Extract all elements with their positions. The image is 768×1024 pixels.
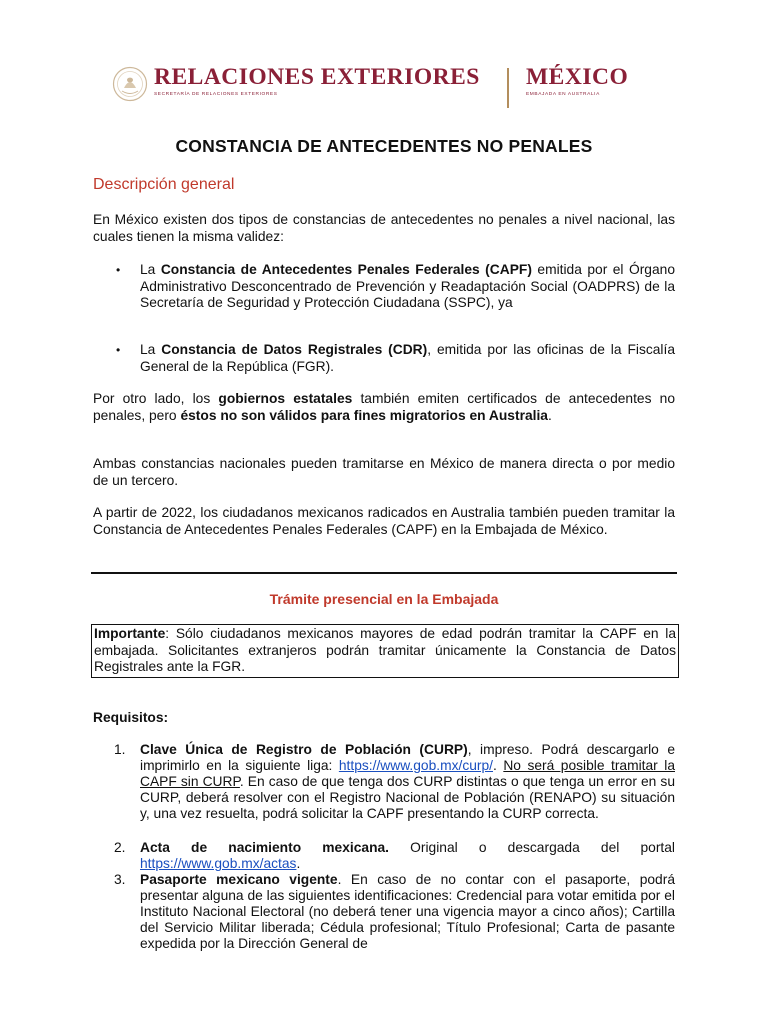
important-notice-box bbox=[91, 624, 679, 678]
embassy-paragraph: A partir de 2022, los ciudadanos mexicanos radicados en Australia también pueden tramitar la Constancia de Antecedentes Penales Federales (CAPF) en la Embajada de México. bbox=[93, 505, 675, 537]
list-item: 2. Acta de nacimiento mexicana. Original o descargada del portal https://www.gob.mx/actas. bbox=[114, 840, 675, 871]
list-number: 2. bbox=[114, 840, 126, 855]
notice-text: : Sólo ciudadanos mexicanos mayores de edad podrán tramitar la CAPF en la embajada. Solicitantes extranjeros podrán tramitar únicamente la Constancia de Datos Registrales ante la FGR. bbox=[94, 626, 676, 675]
list-item: • La Constancia de Datos Registrales (CDR), emitida por las oficinas de la Fiscalía General de la República (FGR). bbox=[116, 342, 675, 374]
brand-subtitle: SECRETARÍA DE RELACIONES EXTERIORES bbox=[154, 92, 278, 97]
brand-divider bbox=[507, 68, 509, 108]
list-item: • La Constancia de Antecedentes Penales Federales (CAPF) emitida por el Órgano Administrativo Desconcentrado de Prevención y Readaptación Social (OADPRS) de la Secretaría de Seguridad y Protección Ciudadana (SSPC), ya bbox=[116, 262, 675, 311]
requirements-heading: Requisitos: bbox=[93, 710, 169, 725]
brand-embassy: EMBAJADA EN AUSTRALIA bbox=[526, 92, 600, 97]
list-item: 3. Pasaporte mexicano vigente. En caso de no contar con el pasaporte, podrá presentar alguna de las siguientes identificaciones: Credencial para votar emitida por el Instituto Nacional Electoral (no deberá tener una vigencia mayor a cinco años); Cartilla del Servicio Militar liberada; Cédula profesional; Título Profesional; Carta de pasante expedida por la Dirección General de bbox=[114, 872, 675, 951]
brand-country: MÉXICO bbox=[526, 64, 629, 90]
subsection-title: Trámite presencial en la Embajada bbox=[269, 591, 499, 607]
section-title: Descripción general bbox=[93, 176, 235, 193]
actas-link[interactable]: https://www.gob.mx/actas bbox=[140, 856, 297, 871]
notice-label: Importante bbox=[94, 626, 166, 641]
state-certificates-paragraph: Por otro lado, los gobiernos estatales también emiten certificados de antecedentes no penales, pero éstos no son válidos para fines migratorios en Australia. bbox=[93, 391, 675, 423]
list-number: 1. bbox=[114, 742, 126, 757]
brand-title: RELACIONES EXTERIORES bbox=[154, 64, 480, 90]
document-title: CONSTANCIA DE ANTECEDENTES NO PENALES bbox=[175, 136, 593, 156]
coat-of-arms-seal bbox=[112, 66, 148, 102]
processing-paragraph: Ambas constancias nacionales pueden tramitarse en México de manera directa o por medio de un tercero. bbox=[93, 456, 675, 488]
intro-paragraph: En México existen dos tipos de constancias de antecedentes no penales a nivel nacional, las cuales tienen la misma validez: bbox=[93, 212, 675, 244]
bullet-dot: • bbox=[116, 263, 121, 277]
section-divider bbox=[91, 572, 677, 574]
list-item: 1. Clave Única de Registro de Población (CURP), impreso. Podrá descargarlo e imprimirlo en la siguiente liga: https://www.gob.mx/curp/. No será posible tramitar la CAPF sin CURP. En caso de que tenga dos CURP distintas o que tenga un error en su CURP, deberá resolver con el Registro Nacional de Población (RENAPO) su situación y, una vez resuelta, podrá solicitar la CAPF presentando la CURP correcta. bbox=[114, 742, 675, 821]
list-number: 3. bbox=[114, 872, 126, 887]
letterhead bbox=[112, 62, 642, 112]
curp-link[interactable]: https://www.gob.mx/curp/ bbox=[338, 758, 493, 773]
bullet-dot: • bbox=[116, 343, 121, 357]
